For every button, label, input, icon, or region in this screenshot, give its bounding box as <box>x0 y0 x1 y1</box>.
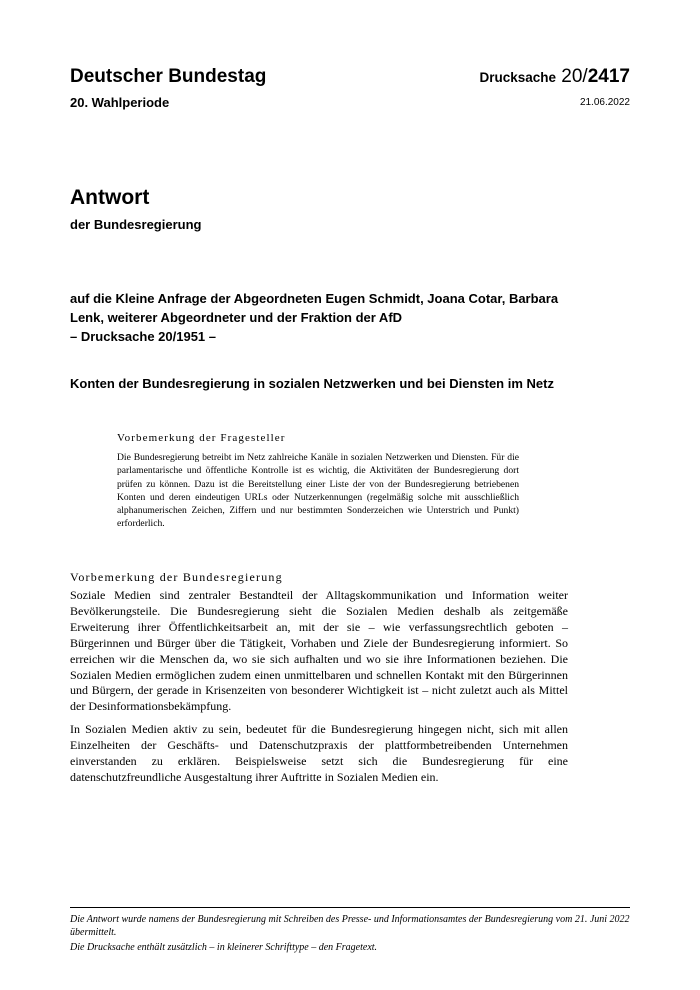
footer-divider <box>70 907 630 908</box>
footer-note: Die Antwort wurde namens der Bundesregierung mit Schreiben des Presse- und Informationsamtes der Bundesregierung vom 21. Juni 2022 übermittelt. <box>70 914 630 938</box>
government-preface-body <box>70 588 568 793</box>
drucksache-number <box>479 66 630 88</box>
document-type-title: Antwort <box>70 186 150 209</box>
drucksache-label: Drucksache <box>479 70 557 85</box>
body-paragraph: Soziale Medien sind zentraler Bestandteil der Alltagskommunikation und Information weiter Bevölkerungsteile. Die Bundesregierung sieht die Sozialen Medien deshalb als zeitgemäße Erweiterung ihrer Öffentlichkeitsarbeit an, mit der sie – wie verfassungsrechtlich geboten – Bürgerinnen und Bürger über die Tätigkeit, Vorhaben und Ziele der Bundesregierung informiert. So erreichen wir die Menschen da, wo sie sich aufhalten und wo sie ihre Informationen beziehen. Die Sozialen Medien ermöglichen zudem einen unmittelbaren und schnellen Kontakt mit den Bürgerinnen und Bürgern, der gerade in Krisenzeiten von besonderer Wichtigkeit ist – nicht zuletzt auch als Mittel der Desinformationsbekämpfung. <box>70 588 568 714</box>
drucksache-suffix: 2417 <box>587 66 630 87</box>
legislative-period: 20. Wahlperiode <box>70 95 170 110</box>
inquiry-reference <box>70 289 635 346</box>
inquiry-line: auf die Kleine Anfrage der Abgeordneten Eugen Schmidt, Joana Cotar, Barbara <box>70 291 559 306</box>
document-subtitle: der Bundesregierung <box>70 217 202 232</box>
document-date: 21.06.2022 <box>579 97 630 108</box>
questioner-preface-heading: Vorbemerkung der Fragesteller <box>117 432 286 444</box>
topic-heading: Konten der Bundesregierung in sozialen Netzwerken und bei Diensten im Netz <box>70 376 554 391</box>
questioner-preface-text: Die Bundesregierung betreibt im Netz zahlreiche Kanäle in sozialen Netzwerken und Diensten. Für die parlamentarische und öffentliche Kontrolle ist es wichtig, die Aktivitäten der Bundesregierung dort prüfen zu können. Dazu ist die Bereitstellung einer Liste der von der Bundesregierung betriebenen Konten und deren eindeutigen URLs oder Nutzerkennungen (regelmäßig solche mit ausschließlich alphanumerischen Zeichen, Ziffern und nur bestimmten Sonderzeichen wie Unterstrich und Punkt) erforderlich. <box>117 452 519 530</box>
footer-note: Die Drucksache enthält zusätzlich – in kleinerer Schrifttype – den Fragetext. <box>70 942 378 953</box>
body-paragraph: In Sozialen Medien aktiv zu sein, bedeutet für die Bundesregierung hingegen nicht, sich mit allen Einzelheiten der Geschäfts- und Datenschutzpraxis der plattformbetreibenden Unternehmen einverstanden zu erklären. Beispielsweise setzt sich die Bundesregierung für eine datenschutzfreundliche Ausgestaltung ihrer Auftritte in Sozialen Medien ein. <box>70 722 568 784</box>
inquiry-line: – Drucksache 20/1951 – <box>70 329 216 344</box>
drucksache-prefix: 20/ <box>561 66 588 87</box>
inquiry-line: Lenk, weiterer Abgeordneter und der Fraktion der AfD <box>70 310 403 325</box>
footer-notes <box>70 913 630 956</box>
institution-title: Deutscher Bundestag <box>70 66 267 87</box>
government-preface-heading: Vorbemerkung der Bundesregierung <box>70 570 283 584</box>
